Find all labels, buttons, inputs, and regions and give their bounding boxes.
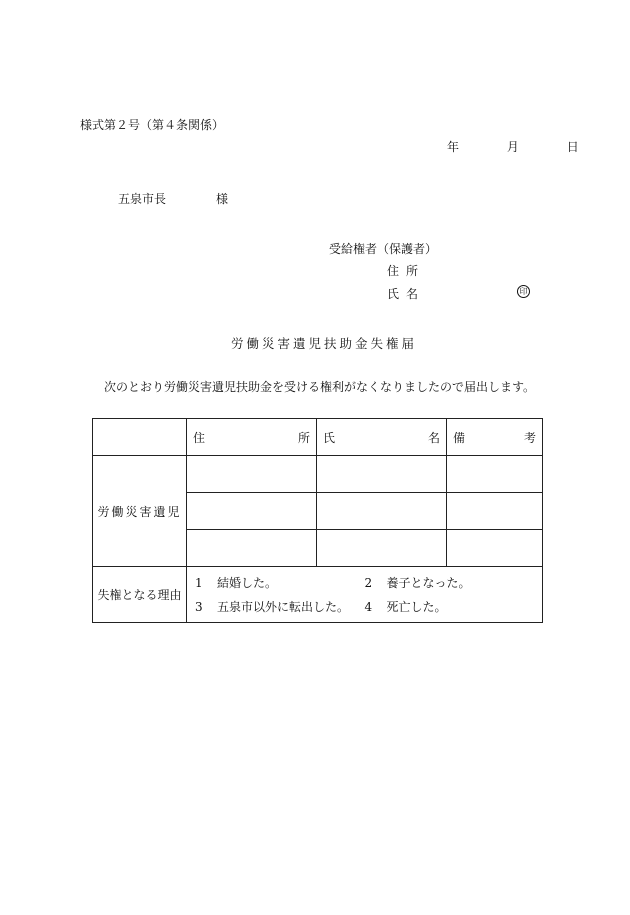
name-cell[interactable]	[317, 493, 447, 530]
reason-option[interactable]: 4 死亡した。	[364, 599, 447, 614]
honorific: 様	[216, 192, 229, 206]
address-cell[interactable]	[187, 493, 317, 530]
reason-row	[93, 567, 543, 623]
reason-label: 失権となる理由	[93, 567, 187, 623]
mayor-label: 五泉市長	[118, 192, 167, 206]
seal-mark: 印	[517, 285, 530, 298]
address-cell[interactable]	[187, 530, 317, 567]
name-cell[interactable]	[317, 530, 447, 567]
name-cell[interactable]	[317, 456, 447, 493]
reason-option[interactable]: 2 養子となった。	[364, 575, 471, 590]
table-header-row	[93, 419, 543, 456]
forfeiture-table	[92, 418, 543, 623]
header-remarks: 備 考	[447, 419, 543, 456]
recipient-name-label: 氏名	[387, 287, 426, 301]
address-cell[interactable]	[187, 456, 317, 493]
remarks-cell[interactable]	[447, 456, 543, 493]
table-row	[93, 456, 543, 493]
date-year: 年	[447, 140, 460, 154]
form-number: 様式第２号（第４条関係）	[80, 118, 225, 132]
recipient-title: 受給権者（保護者）	[329, 242, 438, 256]
date-day: 日	[566, 140, 579, 154]
header-name: 氏 名	[317, 419, 447, 456]
reason-option[interactable]: 1 結婚した。	[195, 575, 278, 590]
corner-cell	[93, 419, 187, 456]
addressee	[118, 190, 228, 207]
reason-options	[187, 567, 543, 623]
row-label-orphan: 労働災害遺児	[93, 456, 187, 567]
remarks-cell[interactable]	[447, 530, 543, 567]
date-line	[447, 138, 579, 155]
intro-text: 次のとおり労働災害遺児扶助金を受ける権利がなくなりましたので届出します。	[104, 380, 536, 394]
header-address: 住 所	[187, 419, 317, 456]
date-month: 月	[506, 140, 519, 154]
recipient-address-label: 住所	[387, 264, 426, 278]
remarks-cell[interactable]	[447, 493, 543, 530]
document-title: 労働災害遺児扶助金失権届	[231, 336, 418, 351]
reason-option[interactable]: 3 五泉市以外に転出した。	[195, 599, 350, 614]
